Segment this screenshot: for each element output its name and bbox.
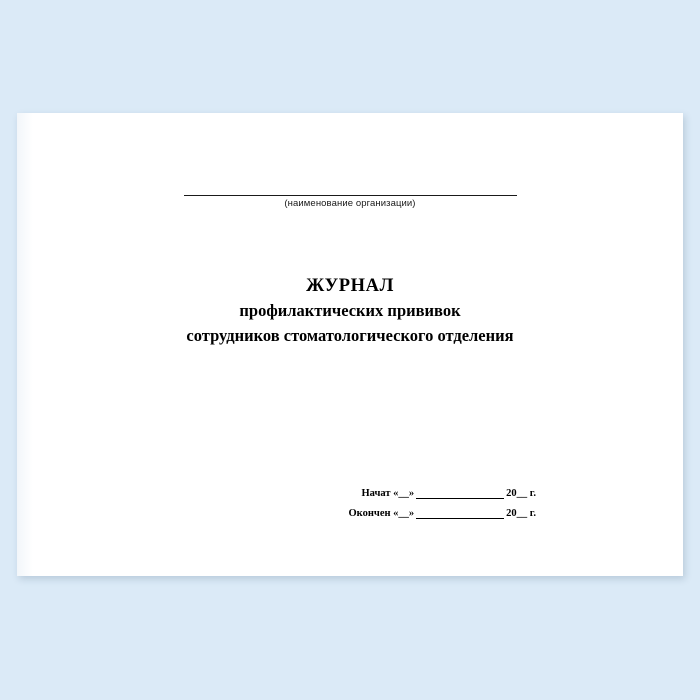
organization-name-blank-line	[184, 183, 517, 196]
finished-year-tail: 20__ г.	[506, 508, 536, 519]
organization-name-field	[17, 183, 683, 209]
finished-month-blank	[416, 508, 504, 519]
dates-block	[349, 488, 536, 519]
organization-name-caption: (наименование организации)	[284, 198, 416, 209]
started-date-row	[349, 488, 536, 499]
finished-label: Окончен «__»	[348, 508, 415, 519]
page-subtitle-line-1: профилактических прививок	[239, 300, 461, 320]
document-page	[17, 113, 683, 576]
started-label: Начат «__»	[361, 488, 415, 499]
document-title	[17, 274, 683, 348]
started-month-blank	[416, 488, 504, 499]
page-subtitle-line-2: сотрудников стоматологического отделения	[186, 325, 514, 345]
page-title: ЖУРНАЛ	[305, 276, 395, 296]
finished-date-row	[349, 508, 536, 519]
started-year-tail: 20__ г.	[506, 488, 536, 499]
